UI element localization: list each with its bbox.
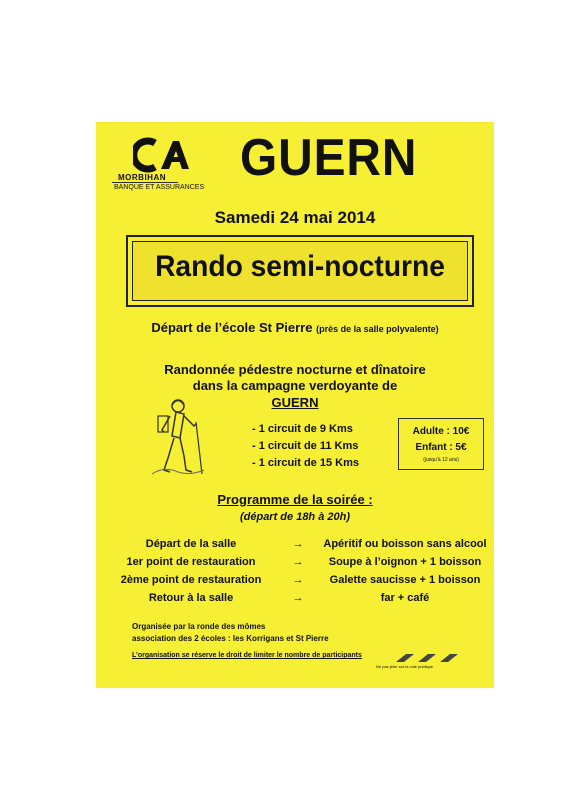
program-offer: Soupe à l’oignon + 1 boisson bbox=[328, 556, 482, 568]
description-line-1: Randonnée pédestre nocturne et dînatoire bbox=[164, 362, 426, 377]
circuit-item: - 1 circuit de 9 Kms bbox=[252, 423, 353, 435]
circuit-item: - 1 circuit de 15 Kms bbox=[252, 457, 359, 469]
departure-note: (près de la salle polyvalente) bbox=[316, 324, 439, 334]
credit-agricole-logo bbox=[133, 137, 191, 173]
event-date: Samedi 24 mai 2014 bbox=[214, 208, 376, 227]
arrow-icon: → bbox=[292, 538, 304, 550]
event-name: Rando semi-nocturne bbox=[155, 250, 445, 283]
price-child-note: (jusqu’à 12 ans) bbox=[423, 457, 459, 463]
description-line-3: GUERN bbox=[271, 395, 319, 410]
program-step: Départ de la salle bbox=[145, 538, 237, 550]
logo-divider bbox=[112, 182, 178, 183]
description-line-2: dans la campagne verdoyante de bbox=[192, 378, 398, 393]
program-offer: far + café bbox=[380, 592, 430, 604]
program-subtitle: (départ de 18h à 20h) bbox=[239, 511, 351, 523]
price-child: Enfant : 5€ bbox=[415, 442, 467, 453]
arrow-icon: → bbox=[292, 574, 304, 586]
logo-region: MORBIHAN bbox=[118, 173, 166, 182]
footer-note: Ne pas jeter sur la voie publique bbox=[376, 664, 434, 669]
page-title: GUERN bbox=[240, 129, 418, 187]
arrow-icon: → bbox=[292, 556, 304, 568]
program-offer: Galette saucisse + 1 boisson bbox=[329, 574, 481, 586]
hiker-illustration bbox=[150, 396, 206, 478]
logo-tagline: BANQUE ET ASSURANCES bbox=[114, 184, 205, 191]
organizer-line-1: Organisée par la ronde des mômes bbox=[132, 622, 266, 631]
arrow-icon: → bbox=[292, 592, 304, 604]
price-adult: Adulte : 10€ bbox=[412, 426, 470, 437]
organizer-line-2: association des 2 écoles : les Korrigans et St Pierre bbox=[132, 634, 329, 643]
program-step: 2ème point de restauration bbox=[120, 574, 262, 586]
participant-limit-note: L’organisation se réserve le droit de limiter le nombre de participants bbox=[132, 652, 362, 659]
circuit-item: - 1 circuit de 11 Kms bbox=[252, 440, 359, 452]
program-offer: Apéritif ou boisson sans alcool bbox=[323, 538, 487, 550]
decorative-dashes bbox=[394, 650, 464, 664]
departure-info bbox=[96, 320, 494, 335]
program-title: Programme de la soirée : bbox=[217, 492, 373, 507]
program-step: 1er point de restauration bbox=[126, 556, 256, 568]
program-step: Retour à la salle bbox=[148, 592, 234, 604]
departure-text: Départ de l’école St Pierre bbox=[151, 320, 313, 335]
